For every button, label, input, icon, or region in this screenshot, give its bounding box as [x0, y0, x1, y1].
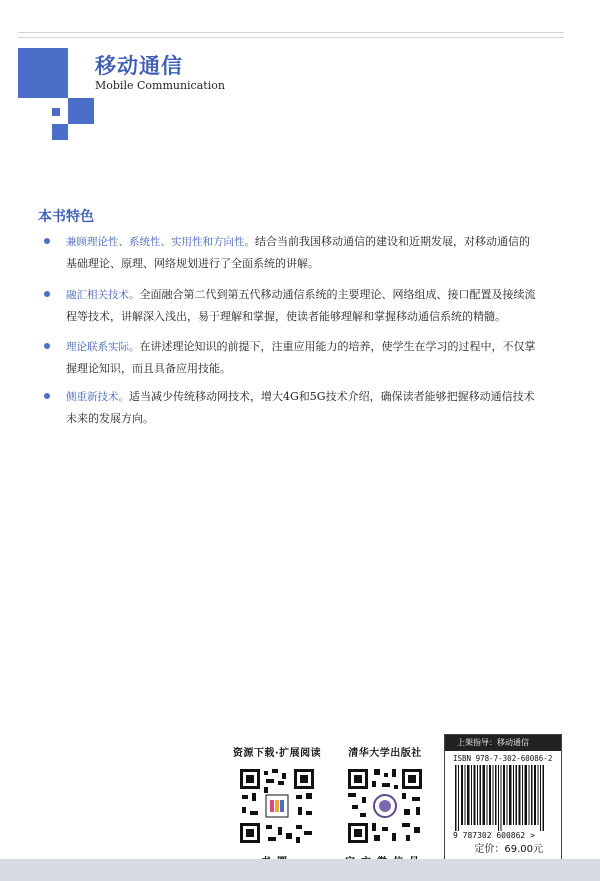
top-rule-1 [18, 32, 564, 33]
shelving-category: 上架指导：移动通信 [445, 735, 561, 751]
bullet-icon [44, 343, 50, 349]
feature-text-cont: 程等技术，讲解深入浅出，易于理解和掌握，使读者能够理解和掌握移动通信系统的精髓。 [66, 310, 506, 323]
features-heading: 本书特色 [38, 209, 94, 225]
barcode-icon [453, 765, 553, 841]
feature-text: 全面融合第二代到第五代移动通信系统的主要理论、网络组成、接口配置及接续流 [139, 288, 536, 301]
feature-item [44, 284, 564, 327]
feature-text-cont: 未来的发展方向。 [66, 412, 154, 425]
qr-code-icon[interactable] [346, 767, 424, 845]
isbn-barcode-box [444, 734, 562, 860]
logo-square-medium [68, 98, 94, 124]
bullet-icon [44, 291, 50, 297]
top-rule-2 [18, 37, 564, 38]
feature-text-cont: 握理论知识，而且具备应用技能。 [66, 362, 231, 375]
logo-square-small [52, 108, 60, 116]
logo-square-large [18, 48, 68, 98]
feature-highlight: 兼顾理论性、系统性、实用性和方向性。 [66, 236, 255, 248]
feature-text-cont: 基础理论、原理、网络规划进行了全面系统的讲解。 [66, 257, 319, 270]
price-label: 定价：69.00元 [474, 844, 543, 855]
feature-item [44, 231, 564, 274]
feature-text: 适当减少传统移动网技术，增大4G和5G技术介绍，确保读者能够把握移动通信技术 [129, 390, 535, 403]
feature-highlight: 融汇相关技术。 [66, 289, 140, 301]
bullet-icon [44, 393, 50, 399]
book-title-cn: 移动通信 [95, 53, 183, 78]
feature-highlight: 侧重新技术。 [66, 391, 129, 403]
qr-publisher-label: 清华大学出版社 [348, 748, 422, 759]
bullet-icon [44, 238, 50, 244]
qr-resources-label: 资源下载·扩展阅读 [232, 748, 322, 759]
book-title-en: Mobile Communication [95, 79, 225, 92]
feature-highlight: 理论联系实际。 [66, 341, 140, 353]
qr-publisher [330, 744, 440, 868]
logo-square-bottom [52, 124, 68, 140]
isbn-number: ISBN 978-7-302-60086-2 [453, 754, 553, 763]
barcode-digits: 9 787302 600862 > [453, 831, 535, 840]
feature-item [44, 386, 564, 429]
qr-code-icon[interactable] [238, 767, 316, 845]
feature-text: 在讲述理论知识的前提下，注重应用能力的培养，使学生在学习的过程中，不仅掌 [139, 340, 536, 353]
bottom-strip [0, 859, 600, 881]
qr-resources [222, 744, 332, 868]
feature-item [44, 336, 564, 379]
feature-text: 结合当前我国移动通信的建设和近期发展，对移动通信的 [255, 235, 530, 248]
